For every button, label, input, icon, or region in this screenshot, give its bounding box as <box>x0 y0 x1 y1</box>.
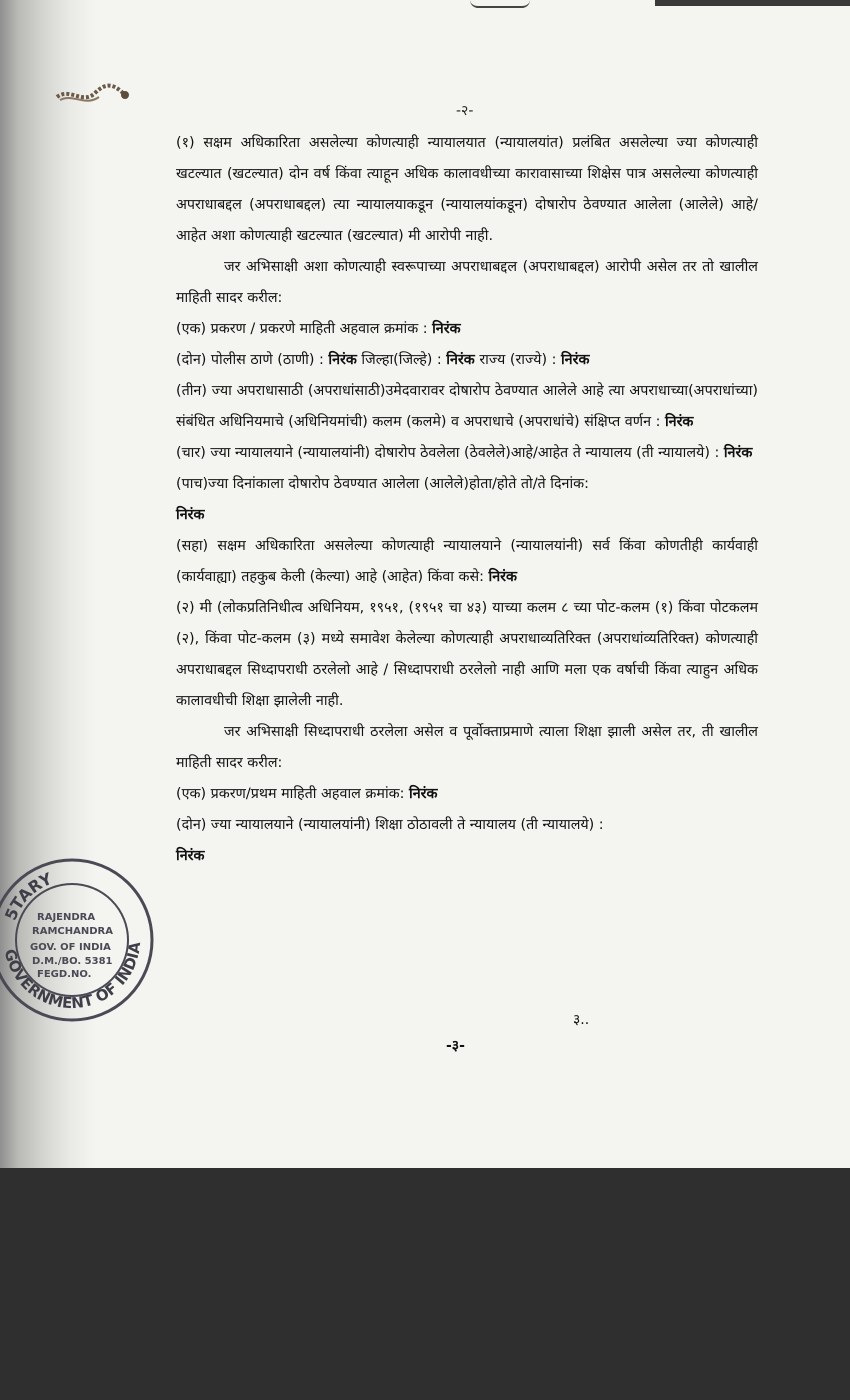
page-number-bottom: -३- <box>446 1038 465 1054</box>
scan-edge <box>655 0 850 6</box>
item-pach: (पाच)ज्या दिनांकाला दोषारोप ठेवण्यात आलेला (आलेले)होता/होते तो/ते दिनांक: निरंक <box>176 476 589 523</box>
svg-text:RAMCHANDRA: RAMCHANDRA <box>32 926 113 937</box>
svg-text:FEGD.NO.: FEGD.NO. <box>37 969 92 980</box>
conviction-info-intro: जर अभिसाक्षी सिध्दापराधी ठरलेला असेल व पूर्वोक्ताप्रमाणे त्याला शिक्षा झाली असेल तर, ती खालील माहिती सादर करील: <box>176 724 758 771</box>
item-ek-2: (एक) प्रकरण/प्रथम माहिती अहवाल क्रमांक: निरंक <box>176 786 438 802</box>
scan-background <box>0 1168 850 1400</box>
affidavit-body <box>176 128 758 872</box>
binding-thread-icon <box>55 75 130 111</box>
svg-text:RAJENDRA: RAJENDRA <box>37 912 96 923</box>
value-ek: निरंक <box>432 321 461 337</box>
item-don: (दोन) पोलीस ठाणे (ठाणी) : निरंक जिल्हा(जिल्हे) : निरंक राज्य (राज्ये) : निरंक <box>176 352 590 368</box>
notary-seal-stamp <box>0 850 162 1030</box>
item-char: (चार) ज्या न्यायालयाने (न्यायालयांनी) दोषारोप ठेवलेला (ठेवलेले)आहे/आहेत ते न्यायालय (ती न्यायालये) : निरंक <box>176 445 753 461</box>
svg-text:5TARY: 5TARY <box>0 869 55 923</box>
svg-text:GOVERNMENT OF INDIA: GOVERNMENT OF INDIA <box>0 940 145 1013</box>
page-number-top: -२- <box>456 103 474 119</box>
item-ek: (एक) प्रकरण / प्रकरणे माहिती अहवाल क्रमांक : निरंक <box>176 321 461 337</box>
item-saha: (सहा) सक्षम अधिकारिता असलेल्या कोणत्याही न्यायालयाने (न्यायालयांनी) सर्व किंवा कोणतीही कार्यवाही (कार्यवाह्या) तहकुब केली (केल्या) आहे (आहेत) किंवा कसे: निरंक <box>176 538 758 585</box>
continued-marker: ३.. <box>573 1012 590 1028</box>
svg-text:D.M./BO. 5381: D.M./BO. 5381 <box>32 956 113 967</box>
scan-mark <box>470 0 530 8</box>
svg-text:GOV. OF INDIA: GOV. OF INDIA <box>30 942 111 953</box>
accused-info-intro: जर अभिसाक्षी अशा कोणत्याही स्वरूपाच्या अपराधाबद्दल (अपराधाबद्दल) आरोपी असेल तर तो खालील माहिती सादर करील: <box>176 259 758 306</box>
clause-2-paragraph: (२) मी (लोकप्रतिनिधीत्व अधिनियम, १९५१, (१९५१ चा ४३) याच्या कलम ८ च्या पोट-कलम (१) किंवा पोटकलम (२), किंवा पोट-कलम (३) मध्ये समावेश केलेल्या कोणत्याही अपराधाव्यतिरिक्त (अपराधांव्यतिरिक्त) कोणत्याही अपराधाबद्दल सिध्दापराधी ठरलेलो आहे / सिध्दापराधी ठरलेलो नाही आणि मला एक वर्षाची किंवा त्याहुन अधिक कालावधीची शिक्षा झालेली नाही. <box>176 600 758 709</box>
item-teen: (तीन) ज्या अपराधासाठी (अपराधांसाठी)उमेदवारावर दोषारोप ठेवण्यात आलेले आहे त्या अपराधाच्या(अपराधांच्या) संबंधित अधिनियमाचे (अधिनियमांची) कलम (कलमे) व अपराधाचे (अपराधांचे) संक्षिप्त वर्णन : निरंक <box>176 383 758 430</box>
item-don-2: (दोन) ज्या न्यायालयाने (न्यायालयांनी) शिक्षा ठोठावली ते न्यायालय (ती न्यायालये) : निरंक <box>176 817 604 864</box>
clause-1-paragraph: (१) सक्षम अधिकारिता असलेल्या कोणत्याही न्यायालयात (न्यायालयांत) प्रलंबित असलेल्या ज्या कोणत्याही खटल्यात (खटल्यात) दोन वर्ष किंवा त्याहून अधिक कालावधीच्या कारावासाच्या शिक्षेस पात्र असलेल्या कोणत्याही अपराधाबद्दल (अपराधाबद्दल) त्या न्यायालयाकडून (न्यायालयांकडून) दोषारोप ठेवण्यात आलेला (आलेले) आहे/आहेत अशा कोणत्याही खटल्यात (खटल्यात) मी आरोपी नाही. <box>176 135 758 244</box>
